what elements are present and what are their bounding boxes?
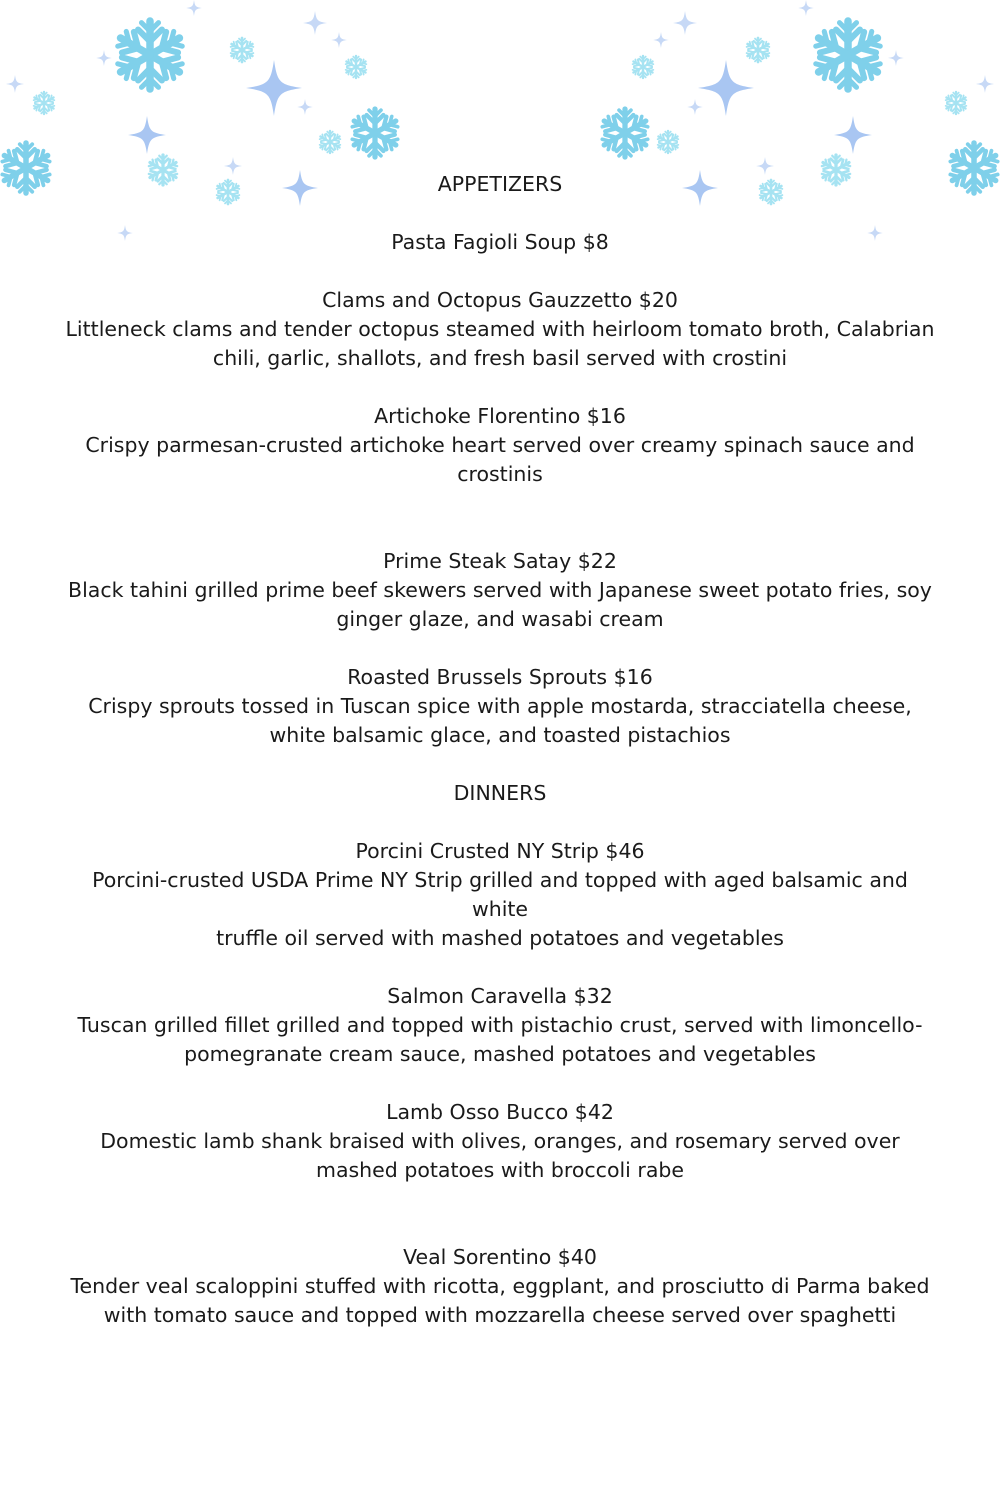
sparkle-icon xyxy=(6,75,24,93)
menu-item-description: Domestic lamb shank braised with olives, oranges, and rosemary served over xyxy=(100,1129,900,1153)
menu-item-description: truffle oil served with mashed potatoes and vegetables xyxy=(216,926,784,950)
sparkle-icon xyxy=(653,32,669,48)
menu-item-title: Lamb Osso Bucco $42 xyxy=(386,1100,614,1124)
menu-item-description: mashed potatoes with broccoli rabe xyxy=(315,1158,685,1182)
menu-item-description: Porcini-crusted USDA Prime NY Strip grilled and topped with aged balsamic and xyxy=(92,868,908,892)
menu-item-description: white xyxy=(471,897,529,921)
menu-item-description: ginger glaze, and wasabi cream xyxy=(336,607,664,631)
sparkle-icon xyxy=(976,75,994,93)
snowflake-icon xyxy=(230,38,255,62)
menu-item-title: Clams and Octopus Gauzzetto $20 xyxy=(322,288,678,312)
snowflake-icon xyxy=(33,92,56,114)
sparkle-icon xyxy=(331,32,347,48)
snowflake-icon xyxy=(115,21,186,89)
snowflake-icon xyxy=(319,131,342,153)
menu-item-title: Pasta Fagioli Soup $8 xyxy=(391,230,609,254)
snowflake-decoration xyxy=(0,0,1000,250)
sparkle-icon xyxy=(888,50,904,66)
menu-item-description: Crispy parmesan-crusted artichoke heart served over creamy spinach sauce and xyxy=(85,433,915,457)
snowflake-icon xyxy=(948,143,1000,193)
menu-item-description: Tuscan grilled fillet grilled and topped with pistachio crust, served with limoncello- xyxy=(77,1013,923,1037)
sparkle-icon xyxy=(687,99,703,115)
menu-item-description: Crispy sprouts tossed in Tuscan spice with apple mostarda, stracciatella cheese, xyxy=(88,694,912,718)
sparkle-icon xyxy=(128,116,166,154)
sparkle-icon xyxy=(798,0,814,16)
section-heading-appetizers: APPETIZERS xyxy=(437,172,563,196)
snowflake-icon xyxy=(746,38,771,62)
menu-item-title: Prime Steak Satay $22 xyxy=(383,549,617,573)
menu-item-title: Veal Sorentino $40 xyxy=(403,1245,597,1269)
sparkle-icon xyxy=(96,50,112,66)
snowflake-icon xyxy=(600,109,650,157)
menu-item-title: Porcini Crusted NY Strip $46 xyxy=(355,839,645,863)
sparkle-icon xyxy=(834,116,872,154)
sparkle-icon xyxy=(186,0,202,16)
sparkle-icon xyxy=(297,99,313,115)
sparkle-icon xyxy=(698,60,754,116)
sparkle-icon xyxy=(303,11,327,35)
menu-item-description: pomegranate cream sauce, mashed potatoes and vegetables xyxy=(184,1042,816,1066)
snowflake-icon xyxy=(350,109,400,157)
snowflake-icon xyxy=(657,131,680,153)
menu-item-title: Artichoke Florentino $16 xyxy=(374,404,626,428)
menu-item-description: Black tahini grilled prime beef skewers served with Japanese sweet potato fries, soy xyxy=(68,578,932,602)
section-heading-dinners: DINNERS xyxy=(453,781,547,805)
menu-item-title: Salmon Caravella $32 xyxy=(387,984,613,1008)
menu-item-description: Tender veal scaloppini stuffed with ricotta, eggplant, and prosciutto di Parma baked xyxy=(70,1274,930,1298)
menu-item-title: Roasted Brussels Sprouts $16 xyxy=(347,665,653,689)
sparkle-icon xyxy=(246,60,302,116)
snowflake-icon xyxy=(632,56,655,78)
menu-item-description: Littleneck clams and tender octopus steamed with heirloom tomato broth, Calabrian xyxy=(65,317,935,341)
snowflake-icon xyxy=(345,56,368,78)
menu-item-description: crostinis xyxy=(457,462,543,486)
menu-item-description: with tomato sauce and topped with mozzarella cheese served over spaghetti xyxy=(103,1303,897,1327)
menu-item-description: white balsamic glace, and toasted pistachios xyxy=(269,723,731,747)
snowflake-icon xyxy=(945,92,968,114)
sparkle-icon xyxy=(673,11,697,35)
snowflake-icon xyxy=(0,143,52,193)
snowflake-icon xyxy=(813,21,884,89)
menu-item-description: chili, garlic, shallots, and fresh basil served with crostini xyxy=(212,346,788,370)
